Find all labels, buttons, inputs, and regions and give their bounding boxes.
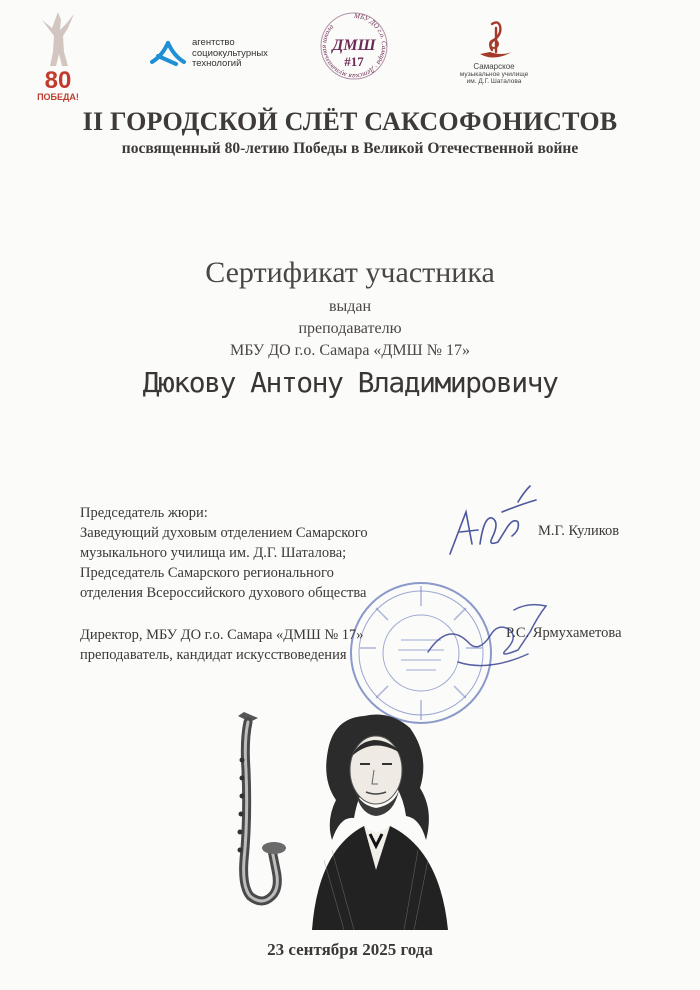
victory-number: 80 <box>44 67 72 94</box>
director-line: преподаватель, кандидат искусствоведения <box>80 647 347 663</box>
jury-line: Заведующий духовым отделением Самарского <box>80 525 368 541</box>
jury-line: музыкального училища им. Д.Г. Шаталова; <box>80 545 347 561</box>
event-subtitle: посвященный 80-летию Победы в Великой Отечественной войне <box>121 140 579 157</box>
college-line-3: им. Д.Г. Шаталова <box>466 78 522 85</box>
agency-line-3: технологий <box>192 58 242 69</box>
recipient-role: преподавателю <box>298 320 402 337</box>
dmsh-number: #17 <box>344 54 364 69</box>
jury-chairman-block <box>80 503 440 603</box>
portrait-image <box>312 715 448 931</box>
director-signature <box>418 592 553 687</box>
dmsh-center-text: ДМШ <box>332 37 376 54</box>
samara-college-logo <box>458 18 530 84</box>
agency-line-2: социокультурных <box>192 47 268 59</box>
saxophone-portrait-illustration <box>214 700 504 930</box>
college-line-2: музыкальное училище <box>459 71 529 78</box>
victory-80-logo <box>28 8 88 103</box>
saxophone-icon <box>238 712 287 901</box>
victory-caption: ПОБЕДА! <box>37 92 79 102</box>
certificate-date: 23 сентября 2025 года <box>267 940 433 959</box>
issued-label: выдан <box>328 298 372 315</box>
certificate-title: Сертификат участника <box>205 256 495 289</box>
agency-line-1: агентство <box>192 37 235 48</box>
director-line: Директор, МБУ ДО г.о. Самара «ДМШ № 17» <box>80 627 364 643</box>
jury-line: отделения Всероссийского духового общества <box>80 585 367 601</box>
jury-line: Председатель Самарского регионального <box>80 565 334 581</box>
jury-chairman-signature <box>432 482 542 572</box>
dmsh-ring-text: МБУ ДО г.о. Самара · Детская музыкальная школа <box>319 11 389 81</box>
recipient-school: МБУ ДО г.о. Самара «ДМШ № 17» <box>230 342 470 359</box>
college-line-1: Самарское <box>473 62 515 71</box>
jury-line: Председатель жюри: <box>80 505 208 521</box>
event-title: II ГОРОДСКОЙ СЛЁТ САКСОФОНИСТОВ <box>82 107 618 136</box>
dmsh-17-logo <box>318 10 390 88</box>
agency-logo <box>148 36 288 76</box>
jury-chairman-name: М.Г. Куликов <box>538 523 620 539</box>
director-name: Р.С. Ярмухаметова <box>506 625 622 641</box>
recipient-name: Дюкову Антону Владимировичу <box>142 366 558 399</box>
